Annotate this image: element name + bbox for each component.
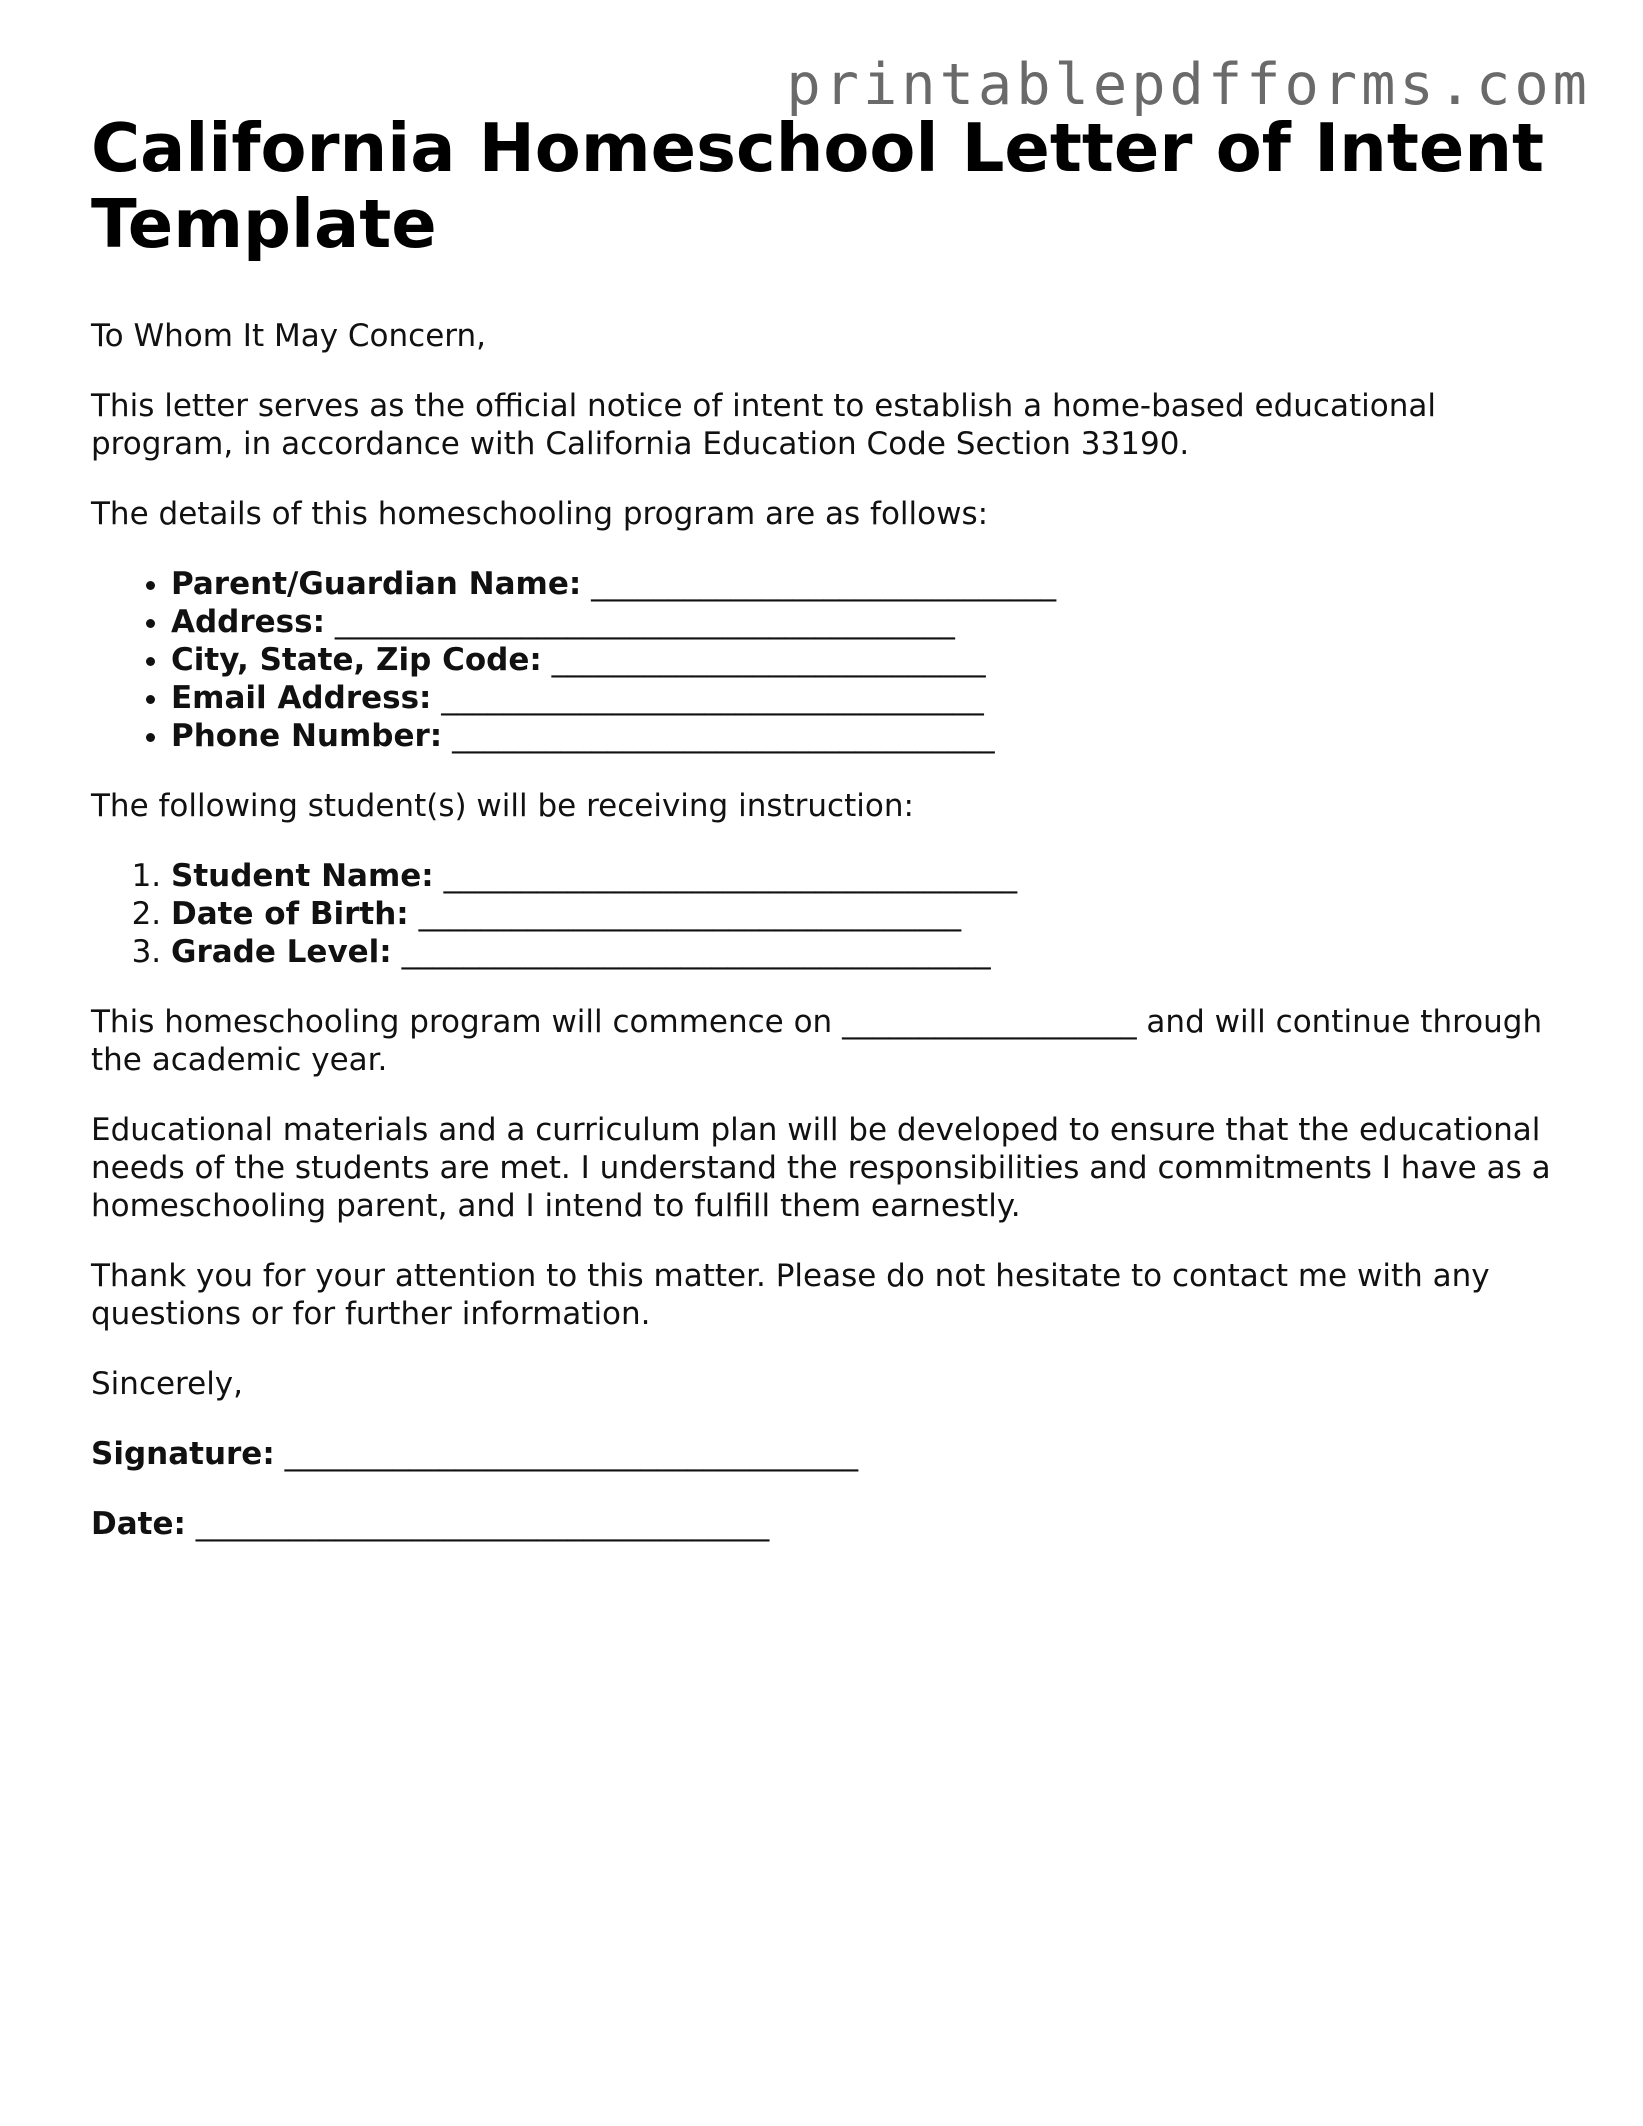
student-name-field bbox=[171, 857, 1561, 895]
student-name-blank[interactable]: _____________________________________ bbox=[443, 858, 1018, 894]
grade-level-blank[interactable]: ______________________________________ bbox=[401, 934, 991, 970]
closing: Sincerely, bbox=[91, 1366, 244, 1402]
commence-paragraph bbox=[91, 1003, 1561, 1079]
date-line bbox=[91, 1505, 1561, 1543]
details-intro: The details of this homeschooling program are as follows: bbox=[91, 496, 989, 532]
thanks-paragraph: Thank you for your attention to this matter. Please do not hesitate to contact me with any questions or for further information. bbox=[91, 1258, 1490, 1332]
date-of-birth-field bbox=[171, 895, 1561, 933]
parent-name-blank[interactable]: ______________________________ bbox=[591, 566, 1057, 602]
field-label: Address: bbox=[171, 604, 325, 640]
parent-details-list bbox=[91, 565, 1561, 755]
signature-label: Signature: bbox=[91, 1436, 275, 1472]
phone-field bbox=[171, 717, 1561, 755]
commence-prefix: This homeschooling program will commence on bbox=[91, 1004, 833, 1040]
address-field bbox=[171, 603, 1561, 641]
field-label: Student Name: bbox=[171, 858, 434, 894]
salutation: To Whom It May Concern, bbox=[91, 318, 486, 354]
address-blank[interactable]: ________________________________________ bbox=[334, 604, 955, 640]
email-blank[interactable]: ___________________________________ bbox=[441, 680, 984, 716]
intro-paragraph: This letter serves as the official notice of intent to establish a home-based educational program, in accordance with California Education Code Section 33190. bbox=[91, 388, 1436, 462]
field-label: Email Address: bbox=[171, 680, 432, 716]
field-label: City, State, Zip Code: bbox=[171, 642, 542, 678]
signature-blank[interactable]: _____________________________________ bbox=[284, 1436, 859, 1472]
phone-blank[interactable]: ___________________________________ bbox=[452, 718, 995, 754]
date-label: Date: bbox=[91, 1506, 186, 1542]
letter-document bbox=[91, 110, 1561, 1575]
field-label: Date of Birth: bbox=[171, 896, 409, 932]
grade-level-field bbox=[171, 933, 1561, 971]
field-label: Phone Number: bbox=[171, 718, 443, 754]
city-state-zip-blank[interactable]: ____________________________ bbox=[551, 642, 986, 678]
date-blank[interactable]: _____________________________________ bbox=[195, 1506, 770, 1542]
page-title: California Homeschool Letter of Intent Template bbox=[91, 109, 1545, 263]
materials-paragraph: Educational materials and a curriculum plan will be developed to ensure that the educational needs of the students are met. I understand the responsibilities and commitments I have as a homeschooling parent, and I intend to fulfill them earnestly. bbox=[91, 1112, 1551, 1224]
city-state-zip-field bbox=[171, 641, 1561, 679]
parent-name-field bbox=[171, 565, 1561, 603]
student-details-list bbox=[91, 857, 1561, 971]
students-intro: The following student(s) will be receiving instruction: bbox=[91, 788, 914, 824]
commence-suffix: and will continue through the academic year. bbox=[91, 1004, 1543, 1078]
signature-line bbox=[91, 1435, 1561, 1473]
field-label: Grade Level: bbox=[171, 934, 392, 970]
watermark: printablepdfforms.com bbox=[786, 52, 1591, 118]
date-of-birth-blank[interactable]: ___________________________________ bbox=[418, 896, 962, 932]
email-field bbox=[171, 679, 1561, 717]
commence-date-blank[interactable]: ___________________ bbox=[842, 1004, 1137, 1040]
field-label: Parent/Guardian Name: bbox=[171, 566, 582, 602]
